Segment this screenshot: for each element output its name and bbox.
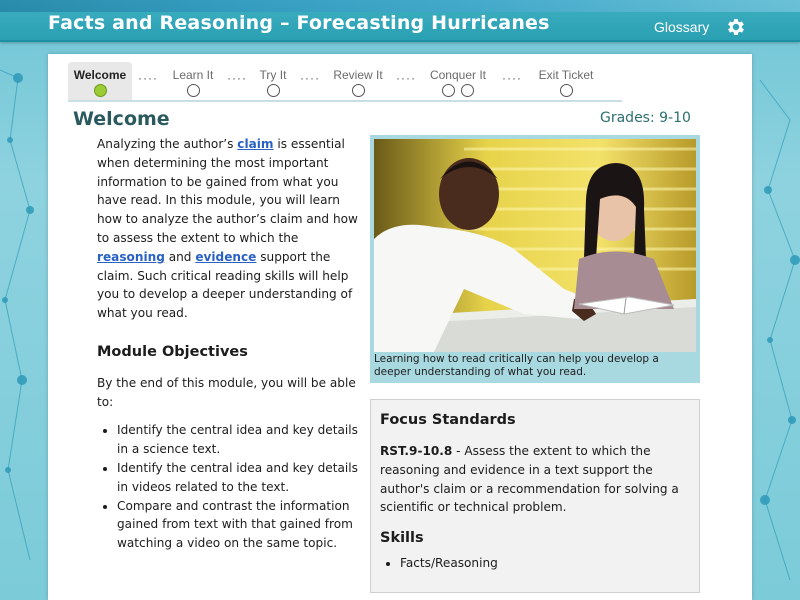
list-item: • Compare and contrast the information gained from text with that gained from watching a video on the same topic. <box>117 497 359 553</box>
step-review-it[interactable] <box>328 62 388 100</box>
students-reading-photo <box>374 139 696 352</box>
standard-text: - Assess the extent to which the reasoning and evidence in a text support the author's claim or a recommendation for solving a scientific or technical problem. <box>380 444 679 515</box>
app-title: Facts and Reasoning – Forecasting Hurricanes <box>48 12 550 34</box>
step-separator: ···· <box>502 71 522 85</box>
standard-description <box>380 442 689 517</box>
focus-standards-heading: Focus Standards <box>380 412 516 428</box>
step-try-it[interactable] <box>254 62 292 100</box>
step-indicator <box>267 84 280 97</box>
app-header <box>0 0 800 42</box>
step-label: Conquer It <box>429 68 487 82</box>
figure <box>370 135 700 383</box>
step-label: Learn It <box>172 68 214 82</box>
grade-level-label: Grades: 9-10 <box>600 110 691 126</box>
step-separator: ···· <box>227 71 247 85</box>
step-label: Try It <box>259 68 287 82</box>
step-conquer-it[interactable] <box>424 62 492 100</box>
list-item: • Facts/Reasoning <box>400 554 689 573</box>
step-label: Welcome <box>73 68 127 82</box>
step-separator: ···· <box>396 71 416 85</box>
gear-icon[interactable] <box>725 16 747 38</box>
figure-caption: Learning how to read critically can help you develop a deeper understanding of what you read. <box>374 353 659 378</box>
module-stepper <box>68 62 622 102</box>
step-exit-ticket[interactable] <box>530 62 602 100</box>
glossary-link-evidence[interactable]: evidence <box>195 249 257 264</box>
step-indicator <box>442 84 455 97</box>
step-separator: ···· <box>138 71 158 85</box>
step-label: Exit Ticket <box>538 68 594 82</box>
page-title: Welcome <box>73 108 170 130</box>
header-banner-decoration <box>0 0 800 12</box>
step-indicator-active <box>94 84 107 97</box>
glossary-link-claim[interactable]: claim <box>237 137 274 151</box>
list-item: • Identify the central idea and key details in videos related to the text. <box>117 459 359 497</box>
list-item: • Identify the central idea and key details in a science text. <box>117 421 359 459</box>
objectives-intro: By the end of this module, you will be able to: <box>97 375 356 409</box>
step-label: Review It <box>333 68 383 82</box>
glossary-link[interactable]: Glossary <box>654 19 710 35</box>
skills-list <box>380 554 689 573</box>
step-indicator <box>560 84 573 97</box>
step-separator: ···· <box>300 71 320 85</box>
intro-text: is essential when determining the most important information to be gained from what you have read. In this module, you will learn how to analyze the author’s claim and how to assess the extent to which the <box>97 137 358 245</box>
standard-code: RST.9-10.8 <box>380 444 453 458</box>
intro-column <box>97 135 359 553</box>
step-indicator <box>461 84 474 97</box>
focus-standards-box <box>370 399 700 593</box>
intro-text: Analyzing the author’s <box>97 137 238 151</box>
step-indicator <box>352 84 365 97</box>
objectives-list <box>97 421 359 553</box>
glossary-link-reasoning[interactable]: reasoning <box>97 249 165 264</box>
step-indicator <box>187 84 200 97</box>
intro-text: and <box>164 249 196 264</box>
intro-paragraph <box>97 135 359 323</box>
intro-text: support the claim. Such critical reading skills will help you to develop a deeper understanding of what you read. <box>97 249 353 321</box>
skills-heading: Skills <box>380 530 424 547</box>
content-panel <box>48 54 752 600</box>
step-welcome[interactable] <box>68 62 132 100</box>
step-learn-it[interactable] <box>166 62 220 100</box>
objectives-heading: Module Objectives <box>97 343 248 360</box>
